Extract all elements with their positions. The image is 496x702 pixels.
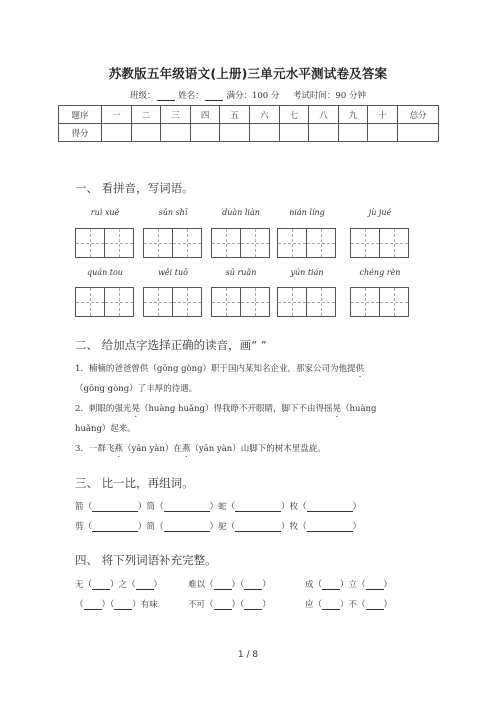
pinyin-label: nián líng (289, 208, 325, 217)
answer-blank[interactable] (164, 522, 210, 532)
question-2-1-cont: （gōng gòng）了丰厚的待遇。 (75, 384, 198, 394)
section-2-heading: 二、 给加点字选择正确的读音，画“ ” (75, 338, 267, 352)
idiom-blank[interactable] (244, 580, 262, 590)
idiom-blank[interactable] (322, 580, 340, 590)
section-1-heading: 一、 看拼音，写词语。 (75, 181, 194, 195)
dotted-char: 燕 (114, 444, 123, 454)
writing-grid[interactable] (350, 228, 409, 258)
compare-row-2: 剪（ ）简（ ）驼（ ）牧（ ） (75, 522, 362, 532)
question-2-2 (75, 402, 376, 419)
score-cell: 四 (190, 106, 220, 124)
idiom-blank[interactable] (136, 580, 154, 590)
idiom-text: （ (75, 600, 84, 610)
idiom-text: ） (383, 580, 393, 590)
idiom-text: 无（ (75, 580, 93, 590)
score-cell: 五 (220, 106, 250, 124)
answer-blank[interactable] (92, 522, 138, 532)
answer-blank[interactable] (307, 502, 353, 512)
section-3-heading: 三、 比一比，再组词。 (75, 476, 194, 490)
score-table-header-row (59, 106, 439, 124)
score-input-cell[interactable] (190, 124, 220, 142)
question-text: （yān yàn）在 (122, 444, 182, 454)
pinyin-label: sǔn shī (158, 208, 188, 217)
compare-char: 简 (146, 522, 156, 532)
writing-grid[interactable] (350, 287, 409, 317)
idiom-5 (188, 598, 271, 610)
score-cell: 八 (309, 106, 339, 124)
question-2-1 (75, 362, 364, 379)
question-text: （huàng (341, 404, 377, 414)
score-row-label: 得分 (59, 124, 102, 142)
idiom-blank[interactable] (84, 600, 102, 610)
exam-time: 考试时间：90 分钟 (292, 91, 366, 101)
pinyin-label: wěi tuō (158, 268, 188, 277)
writing-grid[interactable] (75, 228, 134, 258)
idiom-text: ）不（ (340, 600, 366, 610)
writing-grid[interactable] (143, 287, 202, 317)
exam-info (0, 89, 496, 101)
idiom-blank[interactable] (114, 600, 132, 610)
score-cell: 总分 (398, 106, 439, 124)
compare-char: 箭 (75, 502, 84, 512)
compare-char: 剪 (75, 522, 84, 532)
idiom-blank[interactable] (366, 600, 384, 610)
score-cell: 七 (279, 106, 309, 124)
question-2-3 (75, 442, 326, 459)
section-4-heading: 四、 将下列词语补充完整。 (75, 553, 217, 567)
name-blank[interactable] (205, 91, 223, 101)
idiom-text: ）之（ (110, 580, 136, 590)
idiom-text: ） (383, 600, 393, 610)
idiom-blank[interactable] (214, 580, 232, 590)
question-text: 1．楠楠的爸爸曾供（gōng gòng）职于国内某知名企业，那家公司为他提 (75, 364, 356, 374)
answer-blank[interactable] (164, 502, 210, 512)
full-score: 满分：100 分 (226, 91, 280, 101)
idiom-text: 成（ (305, 580, 323, 590)
compare-char: 驼 (218, 522, 227, 532)
idiom-text: 应（ (305, 600, 323, 610)
compare-char: 筒 (146, 502, 156, 512)
dotted-char: 晃 (332, 404, 342, 414)
page-title: 苏教版五年级语文(上册)三单元水平测试卷及答案 (108, 66, 388, 81)
idiom-blank[interactable] (244, 600, 262, 610)
idiom-text: ）（ (231, 580, 245, 590)
answer-blank[interactable] (235, 502, 281, 512)
score-cell: 二 (131, 106, 161, 124)
score-table-score-row (59, 124, 439, 142)
class-blank[interactable] (157, 91, 175, 101)
score-cell: 九 (338, 106, 368, 124)
writing-grid[interactable] (143, 228, 202, 258)
writing-grid[interactable] (211, 228, 270, 258)
idiom-text: ）立（ (340, 580, 366, 590)
idiom-blank[interactable] (366, 580, 384, 590)
pinyin-label: jù jué (368, 208, 392, 217)
question-text: （huàng huǎng）得我睁不开眼睛，脚下不由得摇 (139, 404, 333, 414)
idiom-text: ）有味 (132, 600, 158, 610)
writing-grid[interactable] (277, 228, 336, 258)
question-text: 3．一群飞 (75, 444, 115, 454)
writing-grid[interactable] (277, 287, 336, 317)
name-label: 姓名： (178, 91, 204, 101)
score-input-cell[interactable] (249, 124, 279, 142)
score-cell: 题序 (59, 106, 102, 124)
writing-grid[interactable] (211, 287, 270, 317)
dotted-char: 燕 (181, 444, 191, 454)
dotted-char: 供 (355, 364, 365, 374)
idiom-blank[interactable] (322, 600, 340, 610)
score-cell: 一 (102, 106, 132, 124)
idiom-text: 不可（ (188, 600, 214, 610)
score-cell: 三 (161, 106, 191, 124)
score-input-cell[interactable] (131, 124, 161, 142)
score-input-cell[interactable] (338, 124, 368, 142)
page-number: 1 / 8 (237, 650, 259, 660)
score-input-cell[interactable] (220, 124, 250, 142)
score-table (58, 105, 439, 142)
answer-blank[interactable] (92, 502, 138, 512)
score-cell: 十 (368, 106, 398, 124)
pinyin-label: ruì xuě (90, 208, 120, 217)
idiom-text: ）（ (231, 600, 245, 610)
idiom-4 (75, 598, 158, 610)
compare-char: 蛇 (218, 502, 227, 512)
score-input-cell[interactable] (398, 124, 439, 142)
score-input-cell[interactable] (279, 124, 309, 142)
idiom-2 (188, 578, 271, 590)
score-input-cell[interactable] (368, 124, 398, 142)
idiom-text: ） (153, 580, 163, 590)
writing-grid[interactable] (75, 287, 134, 317)
score-input-cell[interactable] (102, 124, 132, 142)
question-text: 2．刺眼的强光 (75, 404, 132, 414)
idiom-text: ） (262, 580, 271, 590)
score-input-cell[interactable] (309, 124, 339, 142)
dotted-char: 晃 (131, 404, 140, 414)
idiom-blank[interactable] (214, 600, 232, 610)
answer-blank[interactable] (307, 522, 353, 532)
idiom-3 (305, 578, 392, 590)
question-2-2-cont: huǎng）起来。 (75, 424, 136, 434)
compare-row-1: 箭（ ）筒（ ）蛇（ ）枚（ ） (75, 502, 362, 512)
answer-blank[interactable] (235, 522, 281, 532)
compare-char: 枚 (289, 502, 299, 512)
pinyin-label: quán tou (87, 268, 123, 277)
pinyin-label: yún tián (290, 268, 324, 277)
idiom-text: ）（ (101, 600, 115, 610)
idiom-6 (305, 598, 392, 610)
pinyin-label: chéng rèn (359, 268, 401, 277)
class-label: 班级： (130, 91, 156, 101)
question-text: （yān yàn）山脚下的树木里盘旋。 (190, 444, 326, 454)
score-input-cell[interactable] (161, 124, 191, 142)
idiom-text: 难以（ (188, 580, 214, 590)
idiom-blank[interactable] (92, 580, 110, 590)
idiom-1 (75, 578, 162, 590)
compare-char: 牧 (289, 522, 299, 532)
score-cell: 六 (249, 106, 279, 124)
idiom-text: ） (262, 600, 271, 610)
pinyin-label: duàn liàn (222, 208, 260, 217)
pinyin-label: sū ruǎn (225, 268, 257, 277)
